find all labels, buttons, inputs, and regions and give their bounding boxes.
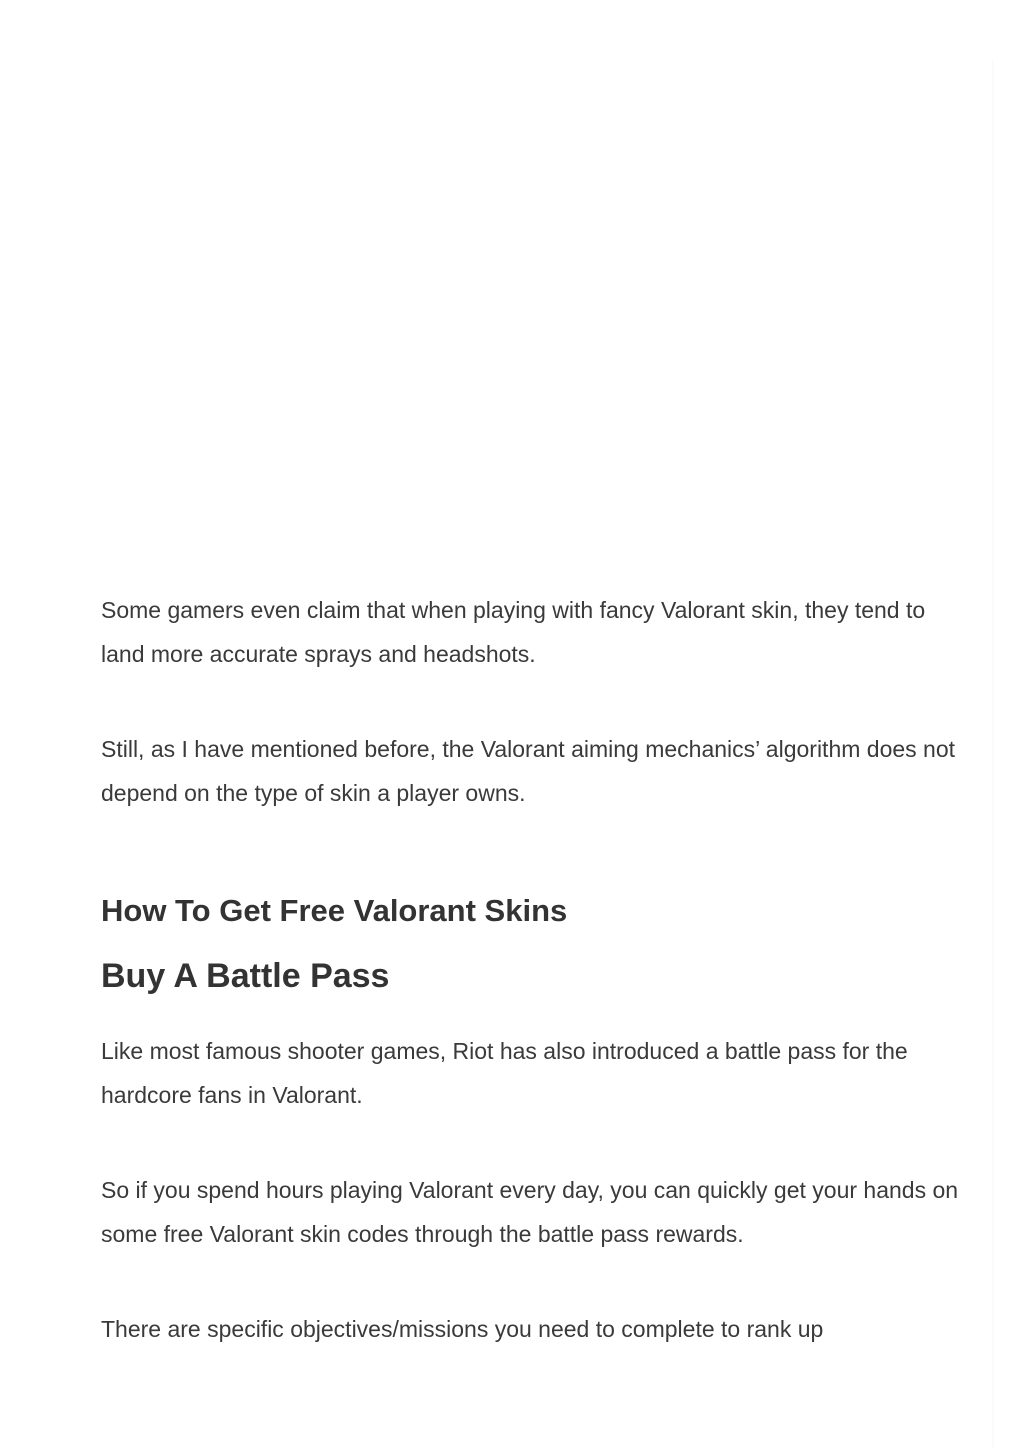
paragraph-battle-pass-rewards: So if you spend hours playing Valorant every day, you can quickly get your hands on some free Valorant skin codes through the battle pass rewards. bbox=[101, 1177, 959, 1247]
paragraph-aiming-mechanics: Still, as I have mentioned before, the Valorant aiming mechanics’ algorithm does not depend on the type of skin a player owns. bbox=[101, 736, 956, 806]
article-body bbox=[101, 588, 961, 1402]
page-edge bbox=[992, 60, 994, 1449]
paragraph-gamers-claim: Some gamers even claim that when playing with fancy Valorant skin, they tend to land more accurate sprays and headshots. bbox=[101, 597, 926, 667]
paragraph-battle-pass-intro: Like most famous shooter games, Riot has also introduced a battle pass for the hardcore fans in Valorant. bbox=[101, 1038, 908, 1108]
section-heading: How To Get Free Valorant Skins bbox=[101, 893, 568, 928]
paragraph-objectives: There are specific objectives/missions you need to complete to rank up bbox=[101, 1316, 824, 1342]
sub-heading: Buy A Battle Pass bbox=[101, 957, 390, 995]
